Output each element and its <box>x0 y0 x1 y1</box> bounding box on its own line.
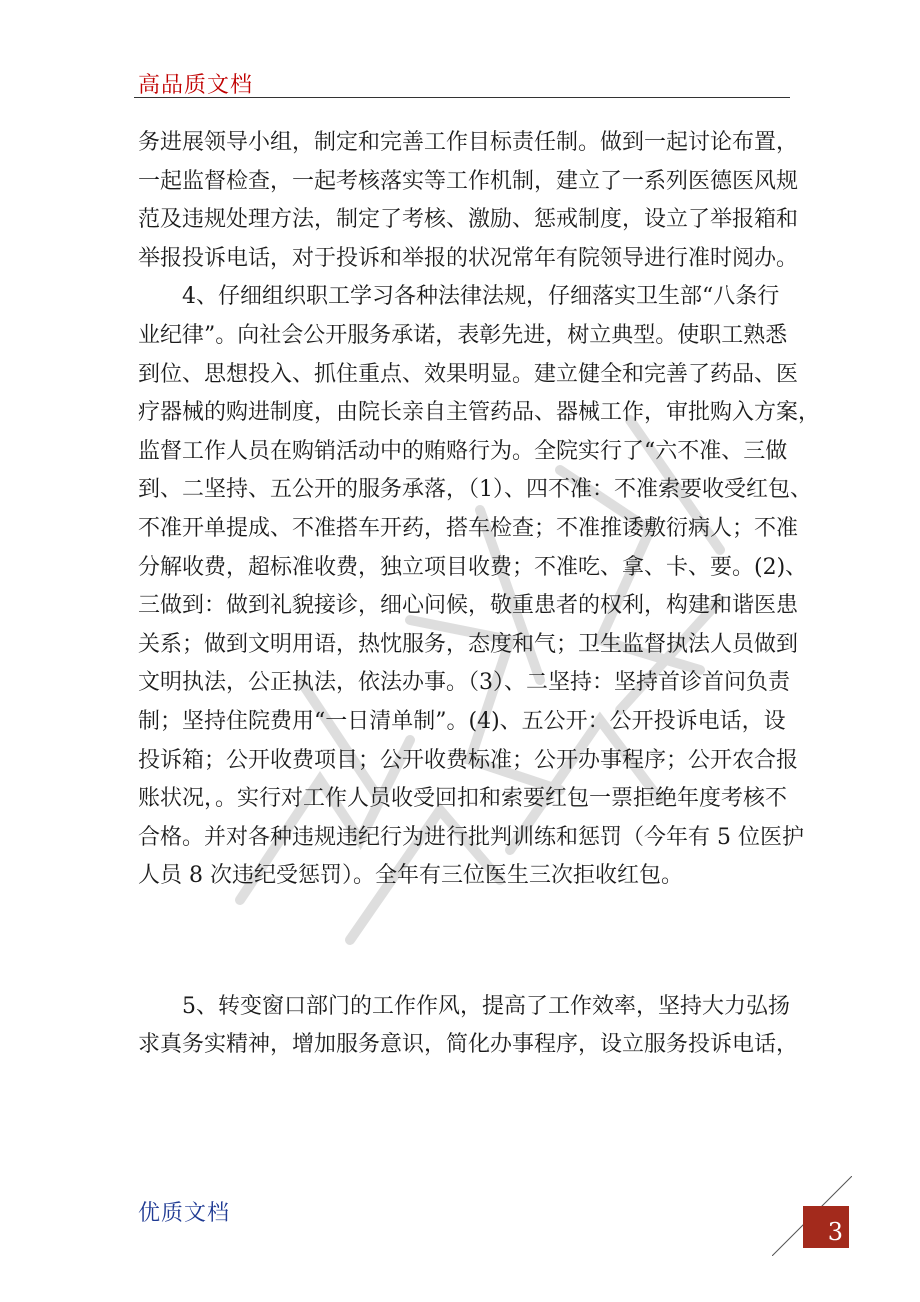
paragraph-gap <box>138 896 798 988</box>
text-line: 投诉箱；公开收费项目；公开收费标准；公开办事程序；公开农合报 <box>138 747 799 773</box>
text-line: 人员 8 次违纪受惩罚）。全年有三位医生三次拒收红包。 <box>138 863 683 889</box>
header-title: 高品质文档 <box>138 73 254 98</box>
paragraph-2 <box>138 278 821 896</box>
page-number: 3 <box>827 1218 843 1246</box>
text-line: 业纪律”。向社会公开服务承诺，表彰先进，树立典型。使职工熟悉 <box>138 322 788 348</box>
text-line: 5、转变窗口部门的工作作风，提高了工作效率，坚持大力弘扬 <box>138 993 790 1019</box>
text-line: 疗器械的购进制度，由院长亲自主管药品、器械工作，审批购入方案， <box>138 400 821 426</box>
text-line: 合格。并对各种违规违纪行为进行批判训练和惩罚（今年有 5 位医护 <box>138 824 804 850</box>
text-line: 范及违规处理方法，制定了考核、激励、惩戒制度，设立了举报箱和 <box>138 207 799 233</box>
text-line: 文明执法，公正执法，依法办事。（3）、二坚持：坚持首诊首问负责 <box>138 670 790 696</box>
text-line: 举报投诉电话，对于投诉和举报的状况常年有院领导进行准时阅办。 <box>138 245 799 271</box>
paragraph-1 <box>138 124 798 278</box>
text-line: 关系；做到文明用语，热忱服务，态度和气；卫生监督执法人员做到 <box>138 631 799 657</box>
text-line: 到、二坚持、五公开的服务承落，（1）、四不准：不准索要收受红包、 <box>138 477 812 503</box>
text-line: 一起监督检查，一起考核落实等工作机制，建立了一系列医德医风规 <box>138 168 799 194</box>
text-line: 账状况，。实行对工作人员收受回扣和索要红包一票拒绝年度考核不 <box>138 786 788 812</box>
text-line: 到位、思想投入、抓住重点、效果明显。建立健全和完善了药品、医 <box>138 361 799 387</box>
page-number-badge <box>803 1206 849 1248</box>
footer-title: 优质文档 <box>138 1201 231 1226</box>
text-line: 制；坚持住院费用“一日清单制”。(4)、五公开：公开投诉电话，设 <box>138 708 786 734</box>
body-text <box>138 124 821 1065</box>
header-rule <box>134 97 790 98</box>
text-line: 分解收费，超标准收费，独立项目收费；不准吃、拿、卡、要。(2)、 <box>138 554 808 580</box>
text-line: 4、仔细组织职工学习各种法律法规，仔细落实卫生部“八条行 <box>138 284 780 310</box>
paragraph-3 <box>138 988 798 1065</box>
text-line: 务进展领导小组，制定和完善工作目标责任制。做到一起讨论布置， <box>138 130 799 155</box>
text-line: 求真务实精神，增加服务意识，简化办事程序，设立服务投诉电话， <box>138 1032 799 1058</box>
text-line: 不准开单提成、不准搭车开药，搭车检查；不准推诿敷衍病人；不准 <box>138 515 799 541</box>
text-line: 监督工作人员在购销活动中的贿赂行为。全院实行了“六不准、三做 <box>138 438 788 464</box>
text-line: 三做到：做到礼貌接诊，细心问候，敬重患者的权利，构建和谐医患 <box>138 593 799 619</box>
